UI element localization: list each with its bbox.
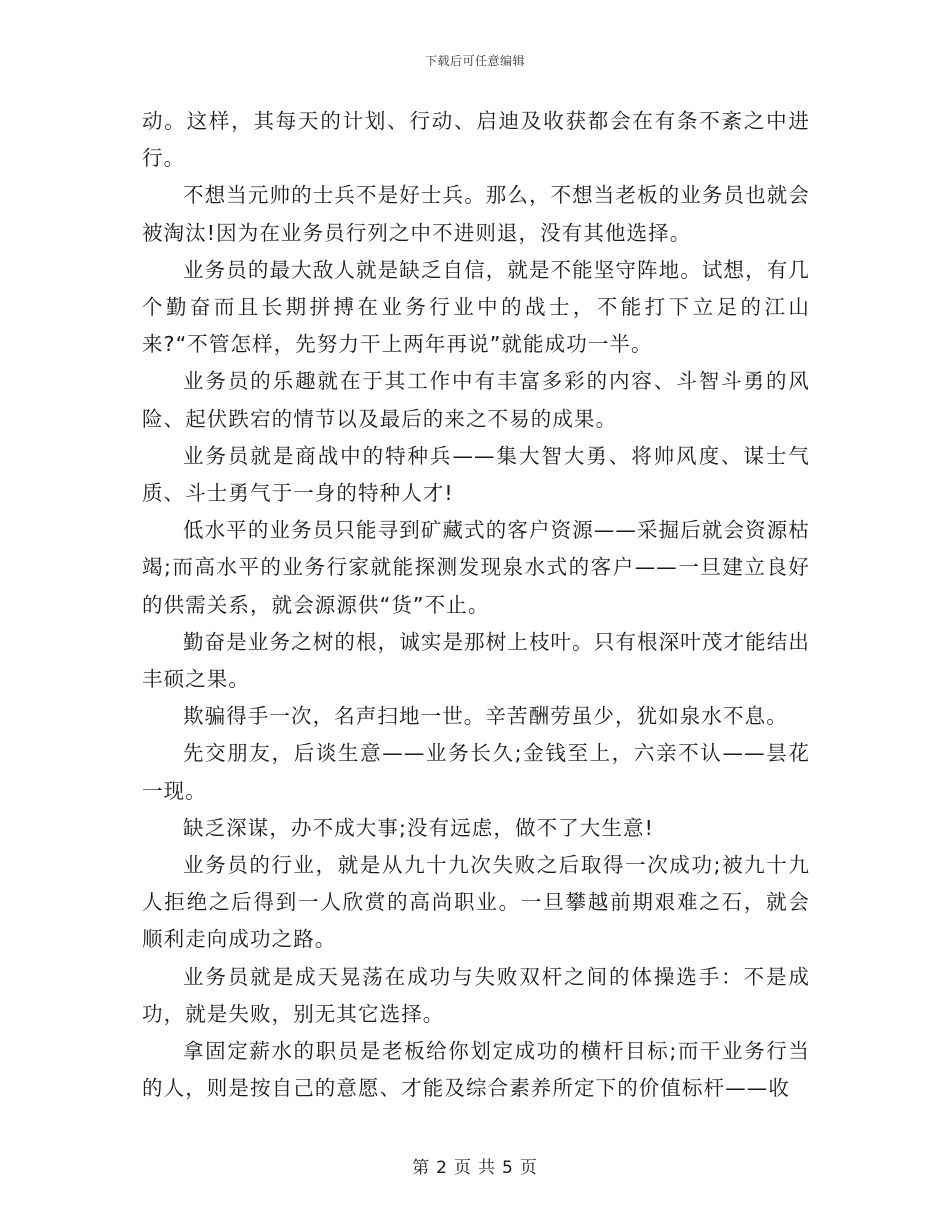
- paragraph: 业务员就是商战中的特种兵——集大智大勇、将帅风度、谋士气质、斗士勇气于一身的特种人才!: [142, 443, 810, 506]
- paragraph: 动。这样，其每天的计划、行动、启迪及收获都会在有条不紊之中进行。: [142, 109, 810, 171]
- paragraph: 业务员的乐趣就在于其工作中有丰富多彩的内容、斗智斗勇的风险、起伏跌宕的情节以及最后的来之不易的成果。: [142, 369, 810, 431]
- document-body: [142, 103, 810, 1107]
- footer-prefix: 第: [412, 1158, 431, 1178]
- paragraph: 欺骗得手一次，名声扫地一世。辛苦酬劳虽少，犹如泉水不息。: [183, 704, 788, 729]
- paragraph: 先交朋友，后谈生意——业务长久;金钱至上，六亲不认——昙花一现。: [142, 741, 810, 803]
- paragraph: 拿固定薪水的职员是老板给你划定成功的横杆目标;而干业务行当的人，则是按自己的意愿、才能及综合素养所定下的价值标杆——收: [142, 1039, 810, 1101]
- paragraph: 缺乏深谋，办不成大事;没有远虑，做不了大生意!: [183, 815, 654, 840]
- footer-suffix: 页: [519, 1158, 538, 1178]
- footer-current-page: 2: [436, 1158, 448, 1178]
- paragraph: 勤奋是业务之树的根，诚实是那树上枝叶。只有根深叶茂才能结出丰硕之果。: [142, 629, 810, 692]
- paragraph: 业务员就是成天晃荡在成功与失败双杆之间的体操选手：不是成功，就是失败，别无其它选择。: [142, 964, 810, 1026]
- page-footer: [0, 1153, 950, 1178]
- footer-total-word: 共: [478, 1158, 496, 1178]
- footer-total-pages: 5: [502, 1158, 514, 1178]
- footer-page-word: 页: [454, 1158, 472, 1178]
- page-header: 下载后可任意编辑: [424, 54, 525, 68]
- paragraph: 业务员的行业，就是从九十九次失败之后取得一次成功;被九十九人拒绝之后得到一人欣赏的高尚职业。一旦攀越前期艰难之石，就会顺利走向成功之路。: [142, 853, 810, 952]
- paragraph: 不想当元帅的士兵不是好士兵。那么，不想当老板的业务员也就会被淘汰!因为在业务员行列之中不进则退，没有其他选择。: [142, 183, 810, 245]
- paragraph: 业务员的最大敌人就是缺乏自信，就是不能坚守阵地。试想，有几个勤奋而且长期拼搏在业务行业中的战士，不能打下立足的江山来?“不管怎样，先努力干上两年再说”就能成功一半。: [142, 257, 810, 357]
- paragraph: 低水平的业务员只能寻到矿藏式的客户资源——采掘后就会资源枯竭;而高水平的业务行家就能探测发现泉水式的客户——一旦建立良好的供需关系，就会源源供“货”不止。: [142, 518, 810, 617]
